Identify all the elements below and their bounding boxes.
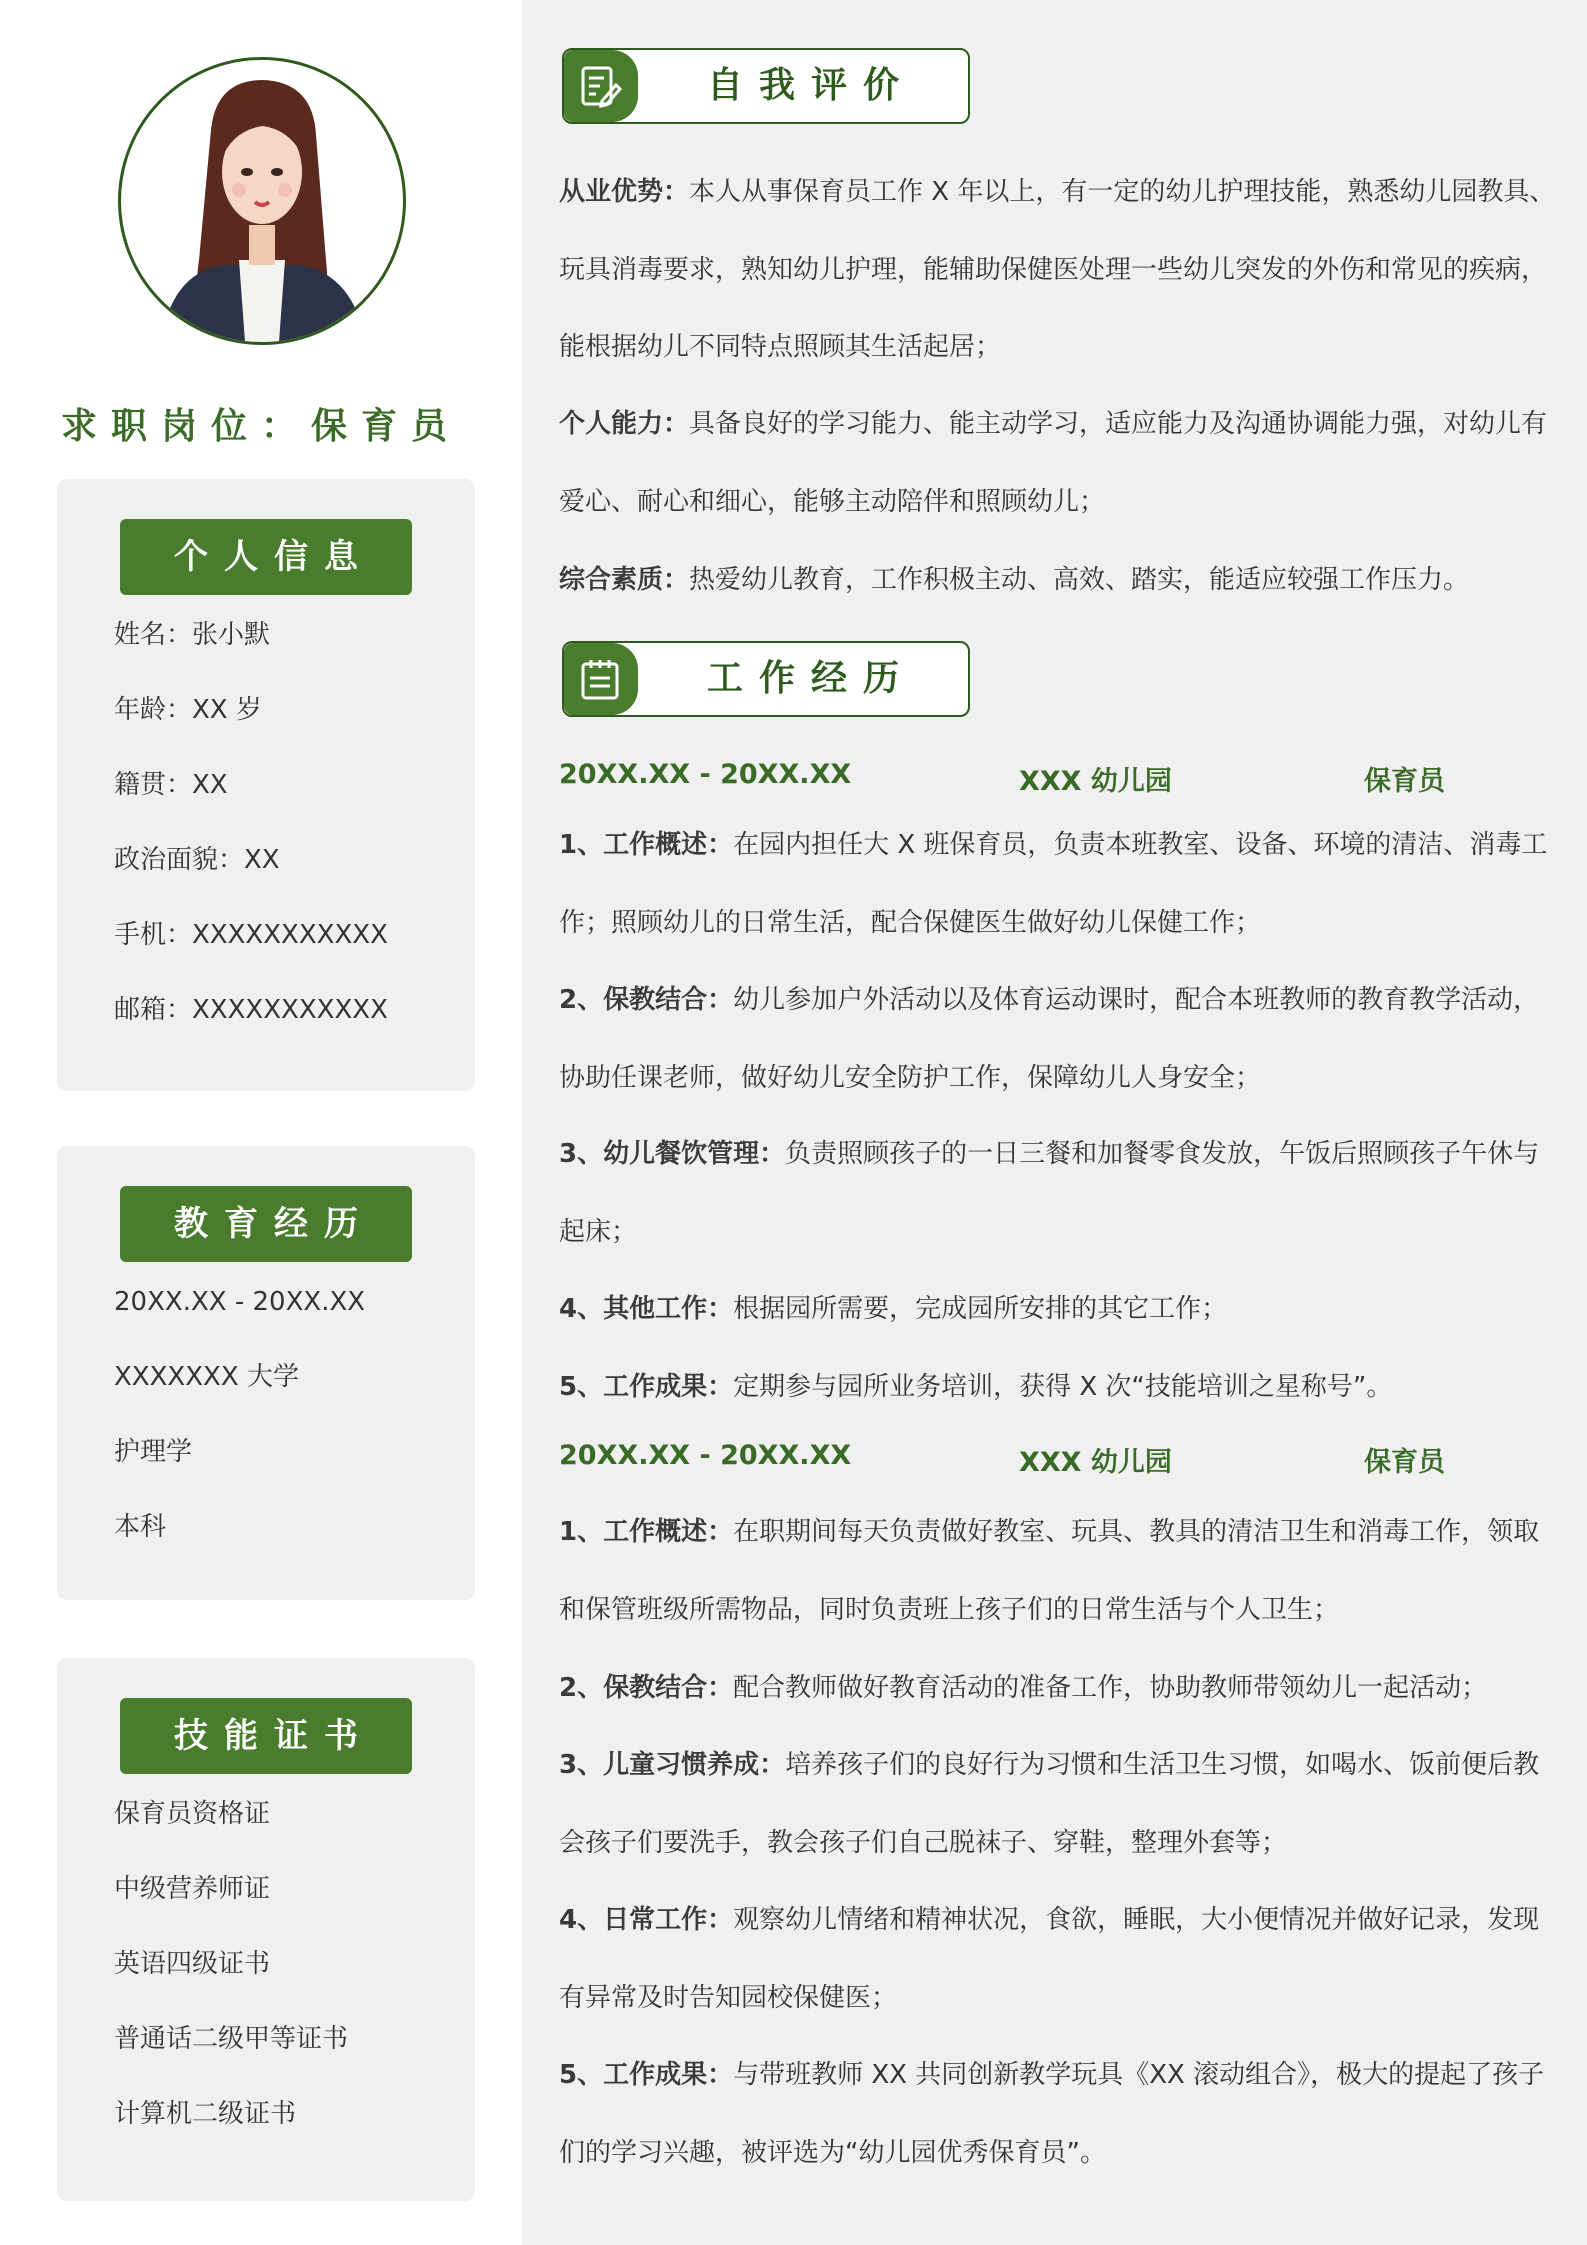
hometown-item: 籍贯：XX: [114, 770, 228, 800]
job-1-item-5: 5、工作成果：定期参与园所业务培训，获得 X 次“技能培训之星称号”。: [559, 1372, 1393, 1402]
job-role: 保育员: [1364, 1447, 1445, 1478]
skills-items: [114, 1796, 348, 2171]
skill-item: 普通话二级甲等证书: [114, 2024, 349, 2054]
work-title: [562, 641, 970, 717]
main-content: [522, 0, 1587, 2245]
education-major: 护理学: [114, 1437, 193, 1467]
edit-note-icon: [580, 65, 622, 109]
name-item: 姓名：张小默: [114, 620, 271, 650]
skills-heading: 技能证书: [120, 1698, 412, 1774]
education-school: XXXXXXX 大学: [114, 1362, 299, 1392]
job-org: XXX 幼儿园: [1019, 766, 1172, 797]
job-2-item-5: 5、工作成果：与带班教师 XX 共同创新教学玩具《XX 滚动组合》，极大的提起了孩子们的学习兴趣，被评选为“幼儿园优秀保育员”。: [559, 2060, 1545, 2168]
phone-item: 手机：XXXXXXXXXXX: [114, 920, 388, 950]
personal-info-heading: 个人信息: [120, 519, 412, 595]
notepad-icon: [580, 658, 622, 702]
work-heading: 工作经历: [706, 658, 915, 699]
skill-item: 保育员资格证: [114, 1799, 271, 1829]
personal-info-items: [114, 617, 388, 1067]
self-eval-heading: 自我评价: [706, 65, 915, 106]
job-period: 20XX.XX - 20XX.XX: [559, 1440, 852, 1471]
education-degree: 本科: [114, 1512, 167, 1542]
job-period: 20XX.XX - 20XX.XX: [559, 759, 852, 790]
education-card: [57, 1146, 475, 1600]
self-eval-ability: 个人能力：具备良好的学习能力、能主动学习，适应能力及沟通协调能力强，对幼儿有爱心、耐心和细心，能够主动陪伴和照顾幼儿；: [559, 409, 1548, 517]
job-1-item-4: 4、其他工作：根据园所需要，完成园所安排的其它工作；: [559, 1294, 1228, 1324]
personal-info-card: [57, 479, 475, 1091]
job-1-item-3: 3、幼儿餐饮管理：负责照顾孩子的一日三餐和加餐零食发放，午饭后照顾孩子午休与起床；: [559, 1139, 1540, 1247]
age-item: 年龄：XX 岁: [114, 695, 262, 725]
education-items: [114, 1284, 365, 1584]
job-2-item-4: 4、日常工作：观察幼儿情绪和精神状况，食欲，睡眠，大小便情况并做好记录，发现有异常及时告知园校保健医；: [559, 1905, 1540, 2013]
job-role: 保育员: [1364, 766, 1445, 797]
job-1-header: [559, 759, 1564, 799]
education-heading: 教育经历: [120, 1186, 412, 1262]
job-2-item-3: 3、儿童习惯养成：培养孩子们的良好行为习惯和生活卫生习惯，如喝水、饭前便后教会孩子们要洗手，教会孩子们自己脱袜子、穿鞋，整理外套等；: [559, 1750, 1540, 1858]
self-eval-quality: 综合素质：热爱幼儿教育，工作积极主动、高效、踏实，能适应较强工作压力。: [559, 565, 1470, 595]
education-period: 20XX.XX - 20XX.XX: [114, 1287, 366, 1317]
job-2-item-2: 2、保教结合：配合教师做好教育活动的准备工作，协助教师带领幼儿一起活动；: [559, 1673, 1488, 1703]
self-eval-icon-box: [564, 50, 638, 122]
work-icon-box: [564, 643, 638, 715]
self-eval-title: [562, 48, 970, 124]
job-2-header: [559, 1440, 1564, 1480]
skill-item: 英语四级证书: [114, 1949, 271, 1979]
job-org: XXX 幼儿园: [1019, 1447, 1172, 1478]
email-item: 邮箱：XXXXXXXXXXX: [114, 995, 388, 1025]
skill-item: 中级营养师证: [114, 1874, 271, 1904]
skills-card: [57, 1658, 475, 2201]
political-status-item: 政治面貌：XX: [114, 845, 280, 875]
sidebar: [0, 0, 522, 2245]
job-1-item-1: 1、工作概述：在园内担任大 X 班保育员，负责本班教室、设备、环境的清洁、消毒工作；照顾幼儿的日常生活，配合保健医生做好幼儿保健工作；: [559, 830, 1548, 938]
job-1-item-2: 2、保教结合：幼儿参加户外活动以及体育运动课时，配合本班教师的教育教学活动，协助任课老师，做好幼儿安全防护工作，保障幼儿人身安全；: [559, 985, 1540, 1093]
avatar: [118, 57, 406, 345]
job-title: 求职岗位：保育员: [60, 406, 461, 447]
job-2-item-1: 1、工作概述：在职期间每天负责做好教室、玩具、教具的清洁卫生和消毒工作，领取和保管班级所需物品，同时负责班上孩子们的日常生活与个人卫生；: [559, 1517, 1540, 1625]
skill-item: 计算机二级证书: [114, 2099, 297, 2129]
self-eval-advantage: 从业优势：本人从事保育员工作 X 年以上，有一定的幼儿护理技能，熟悉幼儿园教具、玩具消毒要求，熟知幼儿护理，能辅助保健医处理一些幼儿突发的外伤和常见的疾病，能根据幼儿不同特点照顾其生活起居；: [559, 177, 1556, 362]
